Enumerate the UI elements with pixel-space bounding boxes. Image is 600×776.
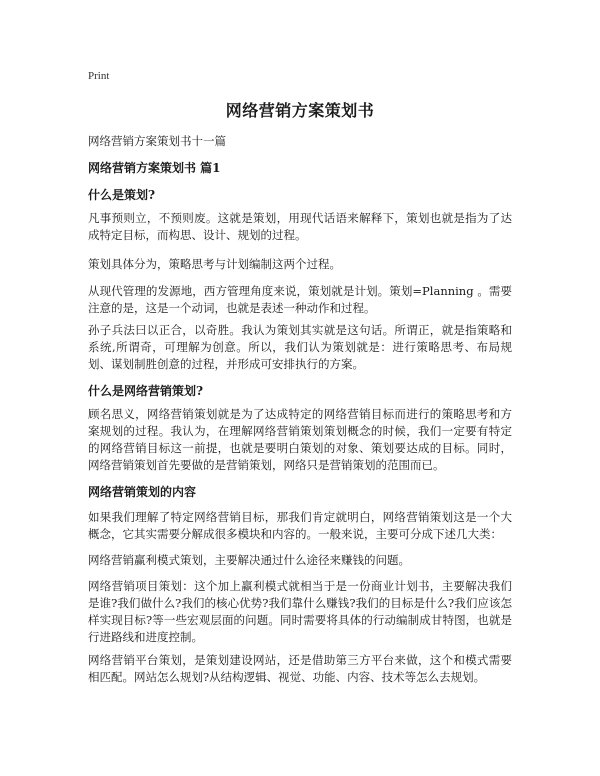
- question-heading-2: 什么是网络营销策划?: [88, 384, 204, 398]
- paragraph-7: 网络营销赢利模式策划，主要解决通过什么途径来赚钱的问题。: [88, 553, 410, 567]
- document-subtitle: 网络营销方案策划书十一篇: [88, 134, 226, 148]
- section-heading-content: 网络营销策划的内容: [88, 485, 197, 499]
- paragraph-4: 孙子兵法曰以正合，以奇胜。我认为策划其实就是这句话。所谓正，就是指策略和系统,所谓奇，可理解为创意。所以，我们认为策划就是：进行策略思考、布局规划、谋划制胜创意的过程，并形成可安排执行的方案。: [88, 323, 512, 371]
- question-heading-1: 什么是策划?: [88, 188, 156, 202]
- paragraph-6: 如果我们理解了特定网络营销目标，那我们肯定就明白，网络营销策划这是一个大概念，它其实需要分解成很多模块和内容的。一般来说，主要可分成下述几大类：: [88, 510, 512, 541]
- paragraph-8: 网络营销项目策划：这个加上赢利模式就相当于是一份商业计划书，主要解决我们是谁?我们做什么?我们的核心优势?我们靠什么赚钱?我们的目标是什么?我们应该怎样实现目标?等一些宏观层面的问题。同时需要将具体的行动编制成甘特图，也就是行进路线和进度控制。: [88, 579, 512, 644]
- print-link[interactable]: Print: [88, 70, 110, 82]
- paragraph-3: 从现代管理的发源地，西方管理角度来说，策划就是计划。策划=Planning 。需要注意的是，这是一个动词，也就是表述一种动作和过程。: [88, 284, 512, 315]
- paragraph-9: 网络营销平台策划，是策划建设网站，还是借助第三方平台来做，这个和模式需要相匹配。网站怎么规划?从结构逻辑、视觉、功能、内容、技术等怎么去规划。: [88, 653, 512, 684]
- paragraph-2: 策划具体分为，策略思考与计划编制这两个过程。: [88, 257, 341, 271]
- section-heading: 网络营销方案策划书 篇1: [88, 161, 221, 175]
- document-title: 网络营销方案策划书: [225, 101, 375, 120]
- paragraph-1: 凡事预则立，不预则废。这就是策划，用现代话语来解释下，策划也就是指为了达成特定目标，而构思、设计、规划的过程。: [88, 211, 512, 242]
- paragraph-5: 顾名思义，网络营销策划就是为了达成特定的网络营销目标而进行的策略思考和方案规划的过程。我认为，在理解网络营销策划策划概念的时候，我们一定要有特定的网络营销目标这一前提，也就是要明白策划的对象、策划要达成的目标。同时，网络营销策划首先要做的是营销策划，网络只是营销策划的范围而已。: [88, 407, 512, 472]
